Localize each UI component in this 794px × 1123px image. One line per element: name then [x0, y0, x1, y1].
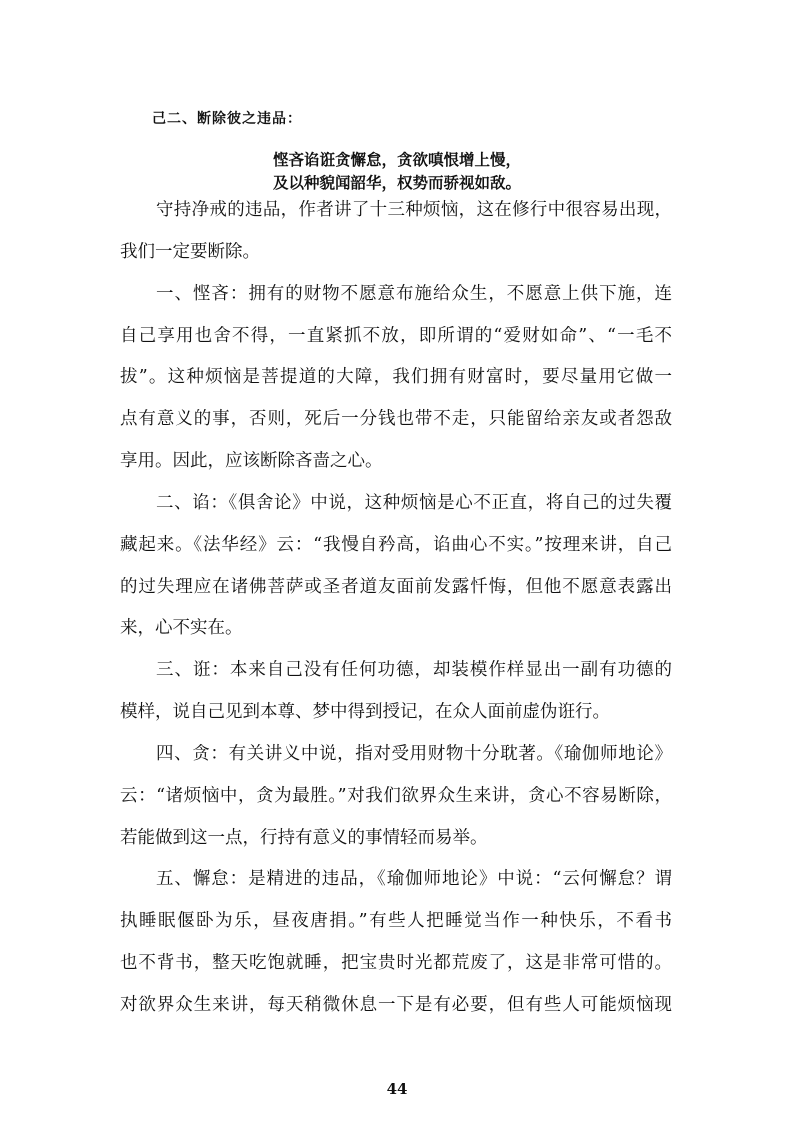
body-line: 四、贪：有关讲义中说，指对受用财物十分耽著。《瑜伽师地论》: [156, 744, 672, 764]
body-line: 点有意义的事，否则，死后一分钱也带不走，只能留给亲友或者怨敌: [120, 409, 672, 429]
body-line: 守持净戒的违品，作者讲了十三种烦恼，这在修行中很容易出现，: [156, 200, 672, 220]
verse-line-1: 悭吝谄诳贪懈怠，贪欲嗔恨增上慢，: [272, 151, 521, 169]
section-heading: 己二、断除彼之违品：: [152, 111, 302, 127]
body-line: 一、悭吝：拥有的财物不愿意布施给众生，不愿意上供下施，连: [156, 284, 672, 304]
body-line: 云：“诸烦恼中，贪为最胜。”对我们欲界众生来讲，贪心不容易断除，: [120, 786, 672, 806]
body-line: 执睡眠偃卧为乐，昼夜唐捐。”有些人把睡觉当作一种快乐，不看书: [120, 911, 672, 931]
body-line: 模样，说自己见到本尊、梦中得到授记，在众人面前虚伪诳行。: [120, 702, 610, 722]
body-line: 对欲界众生来讲，每天稍微休息一下是有必要，但有些人可能烦恼现: [120, 995, 672, 1015]
body-line: 自己享用也舍不得，一直紧抓不放，即所谓的“爱财如命”、“一毛不: [120, 326, 672, 346]
body-line: 拔”。这种烦恼是菩提道的大障，我们拥有财富时，要尽量用它做一: [120, 367, 672, 387]
body-line: 若能做到这一点，行持有意义的事情轻而易举。: [120, 828, 488, 848]
body-line: 的过失理应在诸佛菩萨或圣者道友面前发露忏悔，但他不愿意表露出: [120, 577, 672, 597]
body-line: 享用。因此，应该断除吝啬之心。: [120, 451, 383, 471]
body-line: 五、懈怠：是精进的违品，《瑜伽师地论》中说：“云何懈怠？谓: [156, 869, 672, 889]
body-line: 二、谄：《俱舍论》中说，这种烦恼是心不正直，将自己的过失覆: [156, 493, 672, 513]
body-line: 来，心不实在。: [120, 618, 243, 638]
page-number: 44: [386, 1080, 408, 1098]
body-line: 三、诳：本来自己没有任何功德，却装模作样显出一副有功德的: [156, 660, 672, 680]
verse-line-2: 及以种貌闻韶华，权势而骄视如敌。: [272, 174, 521, 192]
body-line: 也不背书，整天吃饱就睡，把宝贵时光都荒废了，这是非常可惜的。: [120, 953, 672, 973]
body-line: 我们一定要断除。: [120, 242, 260, 262]
body-line: 藏起来。《法华经》云：“我慢自矜高，谄曲心不实。”按理来讲，自己: [120, 535, 672, 555]
